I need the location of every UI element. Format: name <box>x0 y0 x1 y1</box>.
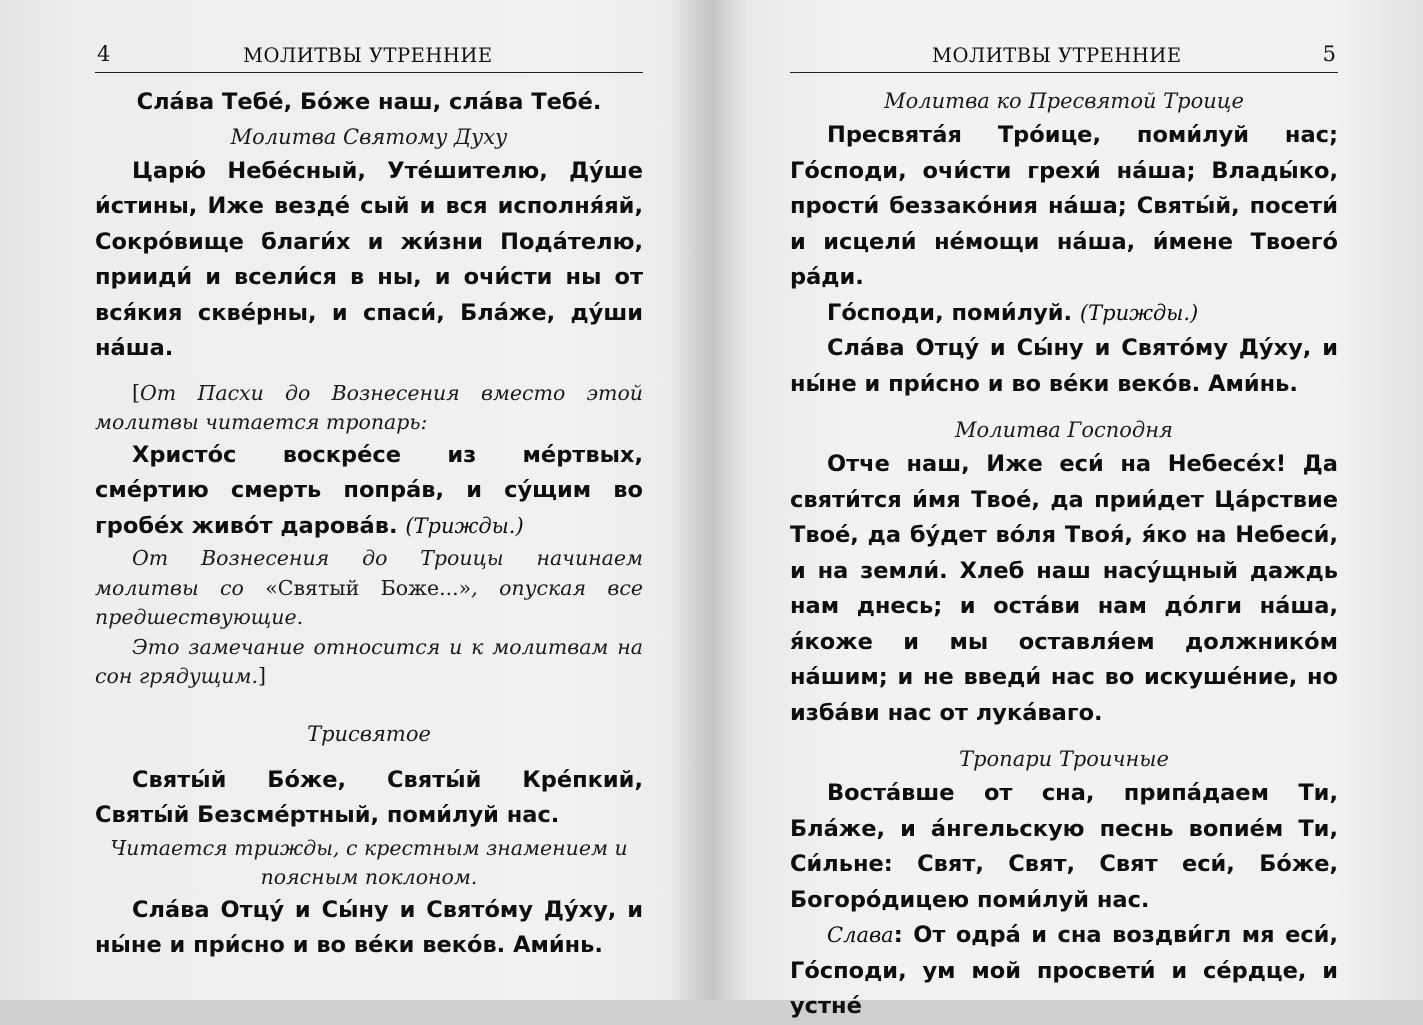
kyrie-text: Го́споди, поми́луй. <box>827 299 1073 326</box>
ascension-note <box>95 544 643 633</box>
trinity-prayer-title: Молитва ко Пресвятой Троице <box>884 89 1244 113</box>
bracket-open: [ <box>132 380 140 405</box>
left-gloria-text: Сла́ва Отцу́ и Сы́ну и Свято́му Ду́ху, и ны́не и при́сно и во ве́ки веко́в. Ами́нь. <box>95 896 643 958</box>
evening-remark <box>95 633 643 692</box>
slava-text: : От одра́ и сна воздви́гл мя еси́, Го́споди, ум мой просвети́ и се́рдце, и устне́ <box>790 922 1338 1019</box>
ascension-note-quote: «Святый Боже...» <box>265 575 472 600</box>
troparia-text: Воста́вше от сна, припа́даем Ти, Бла́же, и а́нгельскую песнь вопие́м Ти, Си́льне: Свят, Свят, Свят еси́, Бо́же, Богоро́дицею поми́луй нас. <box>790 780 1338 913</box>
troparion-thrice: (Трижды.) <box>405 513 524 538</box>
pascha-note-text: От Пасхи до Вознесения вместо этой молитвы читается тропарь: <box>95 380 643 434</box>
holy-spirit-prayer-text: Царю́ Небе́сный, Уте́шителю, Ду́ше и́стины, Иже везде́ сый и вся исполня́яй, Сокро́вище благи́х и жи́зни Пода́телю, прииди́ и всели́ся в ны, и очи́сти ны от вся́кия скве́рны, и спаси́, Бла́же, ду́ши на́ша. <box>95 157 643 361</box>
left-page <box>95 0 643 1000</box>
left-page-number: 4 <box>97 42 111 66</box>
right-gloria-text: Сла́ва Отцу́ и Сы́ну и Свято́му Ду́ху, и ны́не и при́сно и во ве́ки веко́в. Ами́нь. <box>790 335 1338 397</box>
right-running-head: МОЛИТВЫ УТРЕННИЕ <box>932 44 1182 67</box>
lords-prayer-text: Отче наш, Иже еси́ на Небесе́х! Да святи́тся и́мя Твое́, да прии́дет Ца́рствие Твое́, да бу́дет во́ля Твоя́, я́ко на Небеси́, и на земли́. Хлеб наш насу́щный даждь нам днесь; и оста́ви нам до́лги на́ша, я́коже и мы оставля́ем должнико́м на́шим; и не введи́ нас во искуше́ние, но изба́ви нас от лука́ваго. <box>790 451 1338 726</box>
right-page <box>790 0 1338 1019</box>
troparia-title: Тропари Троичные <box>959 747 1169 771</box>
ascension-note-part2: , опуская все предшествующие. <box>95 575 643 629</box>
kyrie <box>790 296 1338 332</box>
intro-glory: Сла́ва Тебе́, Бо́же наш, сла́ва Тебе́. <box>136 89 602 115</box>
left-page-body <box>95 85 643 964</box>
left-running-head: МОЛИТВЫ УТРЕННИЕ <box>243 44 493 67</box>
evening-remark-text: Это замечание относится и к молитвам на сон грядущим. <box>95 634 643 688</box>
right-page-number: 5 <box>1322 42 1336 66</box>
right-page-header <box>790 0 1338 73</box>
bracket-close: ] <box>258 664 267 688</box>
trisagion-note: Читается трижды, с крестным знамением и поясным поклоном. <box>110 835 628 889</box>
pascha-note <box>95 379 643 438</box>
trisagion-text: Святы́й Бо́же, Святы́й Кре́пкий, Святы́й Безсме́ртный, поми́луй нас. <box>95 766 643 828</box>
trisagion-title: Трисвятое <box>307 721 431 746</box>
ascension-note-part1: От Вознесения до Троицы начинаем молитвы со <box>95 546 643 600</box>
right-page-body <box>790 85 1338 1025</box>
slava-troparion <box>790 918 1338 1025</box>
lords-prayer-title: Молитва Господня <box>955 418 1173 442</box>
troparion-text: Христо́с воскре́се из ме́ртвых, сме́ртию смерть попра́в, и су́щим во гробе́х живо́т дарова́в. <box>95 441 643 539</box>
left-page-header <box>95 0 643 73</box>
slava-label: Слава <box>827 923 894 947</box>
holy-spirit-prayer-title: Молитва Святому Духу <box>230 124 508 149</box>
kyrie-thrice: (Трижды.) <box>1079 300 1199 325</box>
trinity-prayer-text: Пресвята́я Тро́ице, поми́луй нас; Го́споди, очи́сти грехи́ на́ша; Влады́ко, прости́ беззако́ния на́ша; Святы́й, посети́ и исцели́ не́мощи на́ша, и́мене Твоего́ ра́ди. <box>790 122 1338 290</box>
paschal-troparion <box>95 438 643 545</box>
